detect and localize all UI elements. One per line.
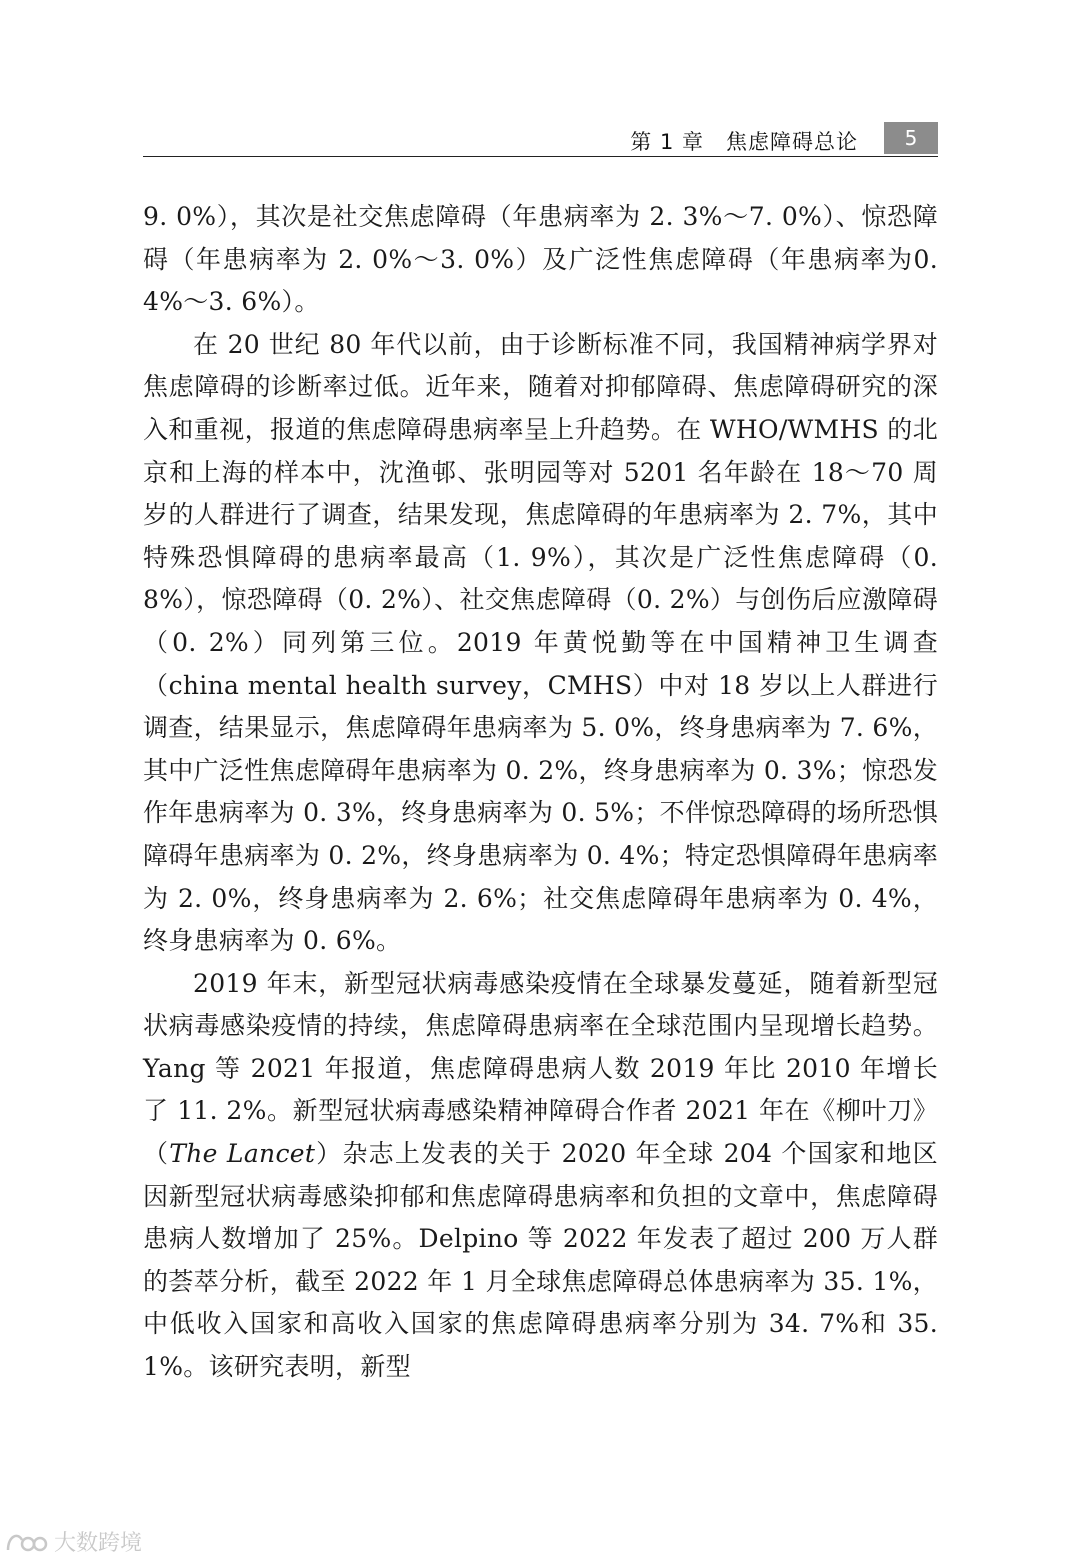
watermark-text: 大数跨境: [54, 1531, 143, 1556]
chapter-title: 第 1 章 焦虑障碍总论: [630, 130, 858, 154]
watermark-logo-icon: [4, 1528, 48, 1556]
watermark: [4, 1526, 142, 1557]
paragraph-3: [143, 963, 938, 1389]
paragraph-3-part-1: 2019 年末，新型冠状病毒感染疫情在全球暴发蔓延，随着新型冠状病毒感染疫情的持续，焦虑障碍患病率在全球范围内呈现增长趋势。Yang 等 2021 年报道，焦虑障碍患病人数 2019 年比 2010 年增长了 11. 2%。新型冠状病毒感染精神障碍合作者 2021 年在《柳叶刀》（: [143, 968, 938, 1169]
page-number: 5: [884, 122, 938, 154]
paragraph-2: 在 20 世纪 80 年代以前，由于诊断标准不同，我国精神病学界对焦虑障碍的诊断率过低。近年来，随着对抑郁障碍、焦虑障碍研究的深入和重视，报道的焦虑障碍患病率呈上升趋势。在 WHO/WMHS 的北京和上海的样本中，沈渔邨、张明园等对 5201 名年龄在 18～70 周岁的人群进行了调查，结果发现，焦虑障碍的年患病率为 2. 7%，其中特殊恐惧障碍的患病率最高（1. 9%），其次是广泛性焦虑障碍（0. 8%），惊恐障碍（0. 2%）、社交焦虑障碍（0. 2%）与创伤后应激障碍（0. 2%）同列第三位。2019 年黄悦勤等在中国精神卫生调查（china mental health survey，CMHS）中对 18 岁以上人群进行调查，结果显示，焦虑障碍年患病率为 5. 0%，终身患病率为 7. 6%，其中广泛性焦虑障碍年患病率为 0. 2%，终身患病率为 0. 3%；惊恐发作年患病率为 0. 3%，终身患病率为 0. 5%；不伴惊恐障碍的场所恐惧障碍年患病率为 0. 2%，终身患病率为 0. 4%；特定恐惧障碍年患病率为 2. 0%，终身患病率为 2. 6%；社交焦虑障碍年患病率为 0. 4%，终身患病率为 0. 6%。: [143, 329, 938, 956]
running-header: [143, 122, 938, 157]
paragraph-1: 9. 0%），其次是社交焦虑障碍（年患病率为 2. 3%～7. 0%）、惊恐障碍（年患病率为 2. 0%～3. 0%）及广泛性焦虑障碍（年患病率为0. 4%～3. 6%）。: [143, 202, 938, 317]
paragraph-3-part-2: ）杂志上发表的关于 2020 年全球 204 个国家和地区因新型冠状病毒感染抑郁和焦虑障碍患病率和负担的文章中，焦虑障碍患病人数增加了 25%。Delpino 等 2022 年发表了超过 200 万人群的荟萃分析，截至 2022 年 1 月全球焦虑障碍总体患病率为 35. 1%，中低收入国家和高收入国家的焦虑障碍患病率分别为 34. 7%和 35. 1%。该研究表明，新型: [143, 1139, 938, 1382]
body-text: [143, 196, 938, 1389]
journal-name: The Lancet: [169, 1139, 316, 1169]
